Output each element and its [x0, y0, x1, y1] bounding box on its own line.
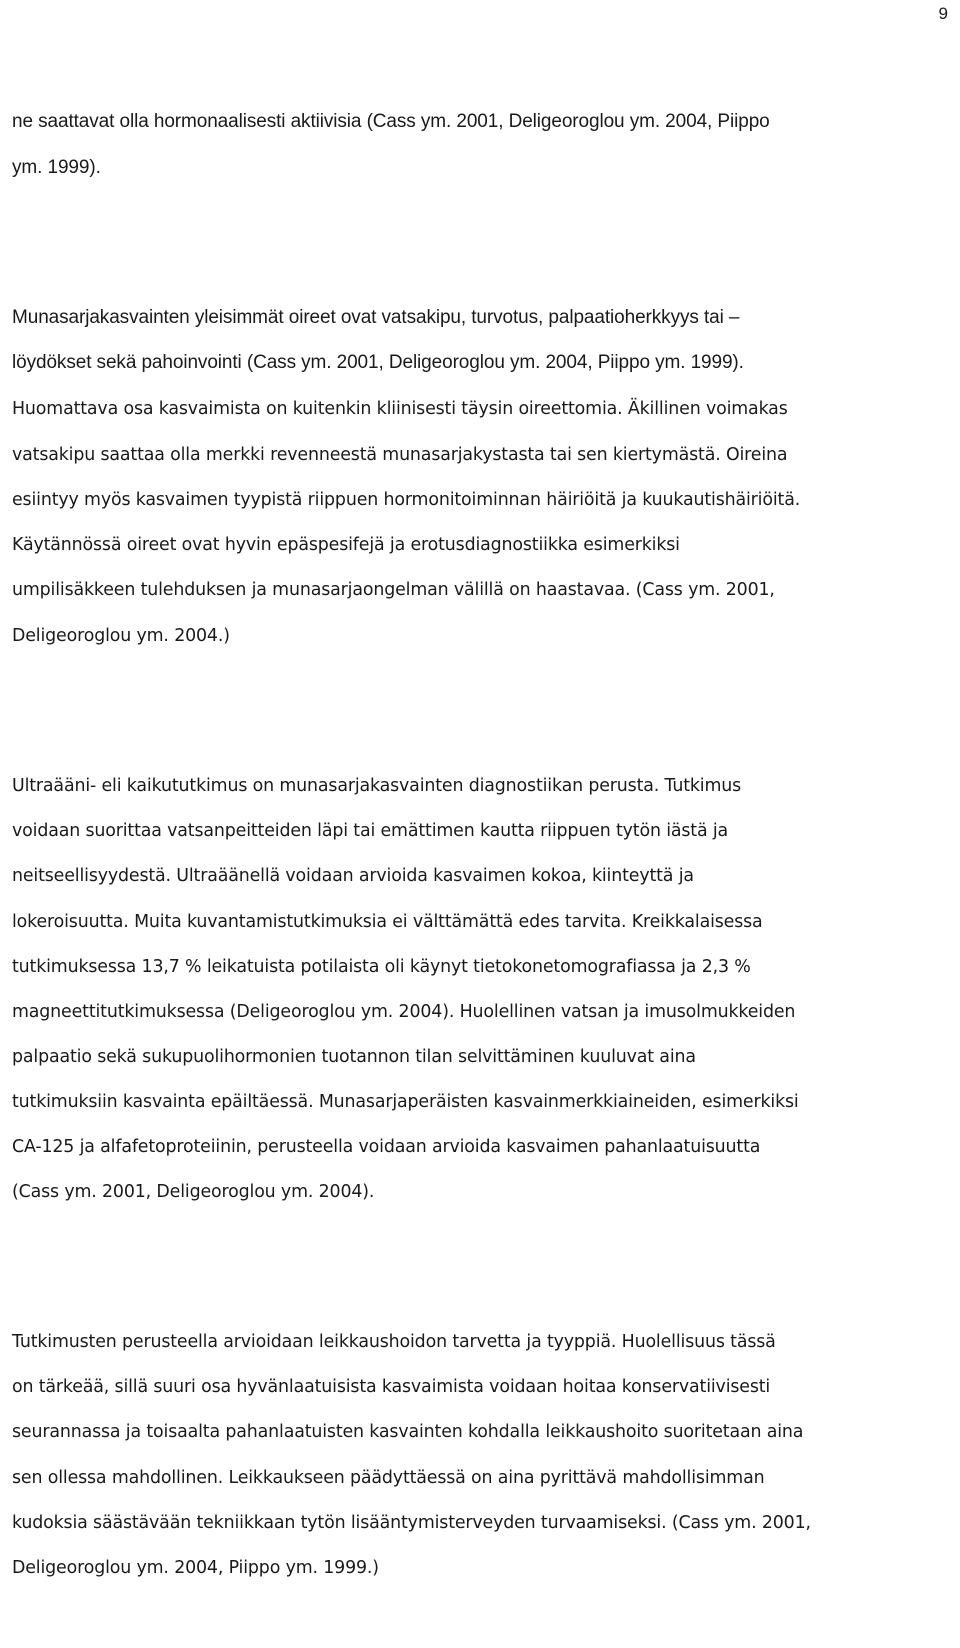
text-line: Munasarjakasvainten yleisimmät oireet ovat vatsakipu, turvotus, palpaatioherkkyys tai – — [12, 307, 740, 328]
text-line: CA-125 ja alfafetoproteiinin, perusteella voidaan arvioida kasvaimen pahanlaatuisuutta — [12, 1137, 761, 1157]
text-line: voidaan suorittaa vatsanpeitteiden läpi tai emättimen kautta riippuen tytön iästä ja — [12, 821, 729, 841]
text-line: löydökset sekä pahoinvointi (Cass ym. 2001, Deligeoroglou ym. 2004, Piippo ym. 1999). — [12, 352, 744, 373]
text-line: Käytännössä oireet ovat hyvin epäspesifejä ja erotusdiagnostiikka esimerkiksi — [12, 535, 680, 555]
text-line: vatsakipu saattaa olla merkki revenneestä munasarjakystasta tai sen kiertymästä. Oireina — [12, 445, 788, 465]
text-line: palpaatio sekä sukupuolihormonien tuotannon tilan selvittäminen kuuluvat aina — [12, 1047, 696, 1067]
text-line: umpilisäkkeen tulehduksen ja munasarjaongelman välillä on haastavaa. (Cass ym. 2001, — [12, 580, 775, 600]
text-line: sen ollessa mahdollinen. Leikkaukseen päädyttäessä on aina pyrittävä mahdollisimman — [12, 1468, 765, 1488]
text-line: neitseellisyydestä. Ultraäänellä voidaan arvioida kasvaimen kokoa, kiinteyttä ja — [12, 866, 694, 886]
text-line: tutkimuksessa 13,7 % leikatuista potilaista oli käynyt tietokonetomografiassa ja 2,3 % — [12, 957, 751, 977]
text-line: tutkimuksiin kasvainta epäiltäessä. Munasarjaperäisten kasvainmerkkiaineiden, esimerkiksi — [12, 1092, 799, 1112]
text-line: (Cass ym. 2001, Deligeoroglou ym. 2004). — [12, 1182, 375, 1202]
text-line: Deligeoroglou ym. 2004, Piippo ym. 1999.) — [12, 1558, 379, 1578]
text-line: esiintyy myös kasvaimen tyypistä riippuen hormonitoiminnan häiriöitä ja kuukautishäiriöitä. — [12, 490, 801, 510]
text-line: seurannassa ja toisaalta pahanlaatuisten kasvainten kohdalla leikkaushoito suoritetaan aina — [12, 1422, 804, 1442]
text-line: magneettitutkimuksessa (Deligeoroglou ym. 2004). Huolellinen vatsan ja imusolmukkeiden — [12, 1002, 796, 1022]
page-number: 9 — [938, 4, 948, 23]
text-line: Deligeoroglou ym. 2004.) — [12, 626, 230, 646]
text-line: ne saattavat olla hormonaalisesti aktiivisia (Cass ym. 2001, Deligeoroglou ym. 2004, Piippo — [12, 111, 770, 132]
text-line: on tärkeää, sillä suuri osa hyvänlaatuisista kasvaimista voidaan hoitaa konservatiivisesti — [12, 1377, 771, 1397]
text-line: lokeroisuutta. Muita kuvantamistutkimuksia ei välttämättä edes tarvita. Kreikkalaisessa — [12, 912, 763, 932]
text-line: ym. 1999). — [12, 157, 101, 178]
text-line: Huomattava osa kasvaimista on kuitenkin kliinisesti täysin oireettomia. Äkillinen voimakas — [12, 399, 788, 419]
text-line: Tutkimusten perusteella arvioidaan leikkaushoidon tarvetta ja tyyppiä. Huolellisuus tässä — [12, 1332, 776, 1352]
text-line: Ultraääni- eli kaikututkimus on munasarjakasvainten diagnostiikan perusta. Tutkimus — [12, 776, 742, 796]
text-line: kudoksia säästävään tekniikkaan tytön lisääntymisterveyden turvaamiseksi. (Cass ym. 2001, — [12, 1513, 811, 1533]
